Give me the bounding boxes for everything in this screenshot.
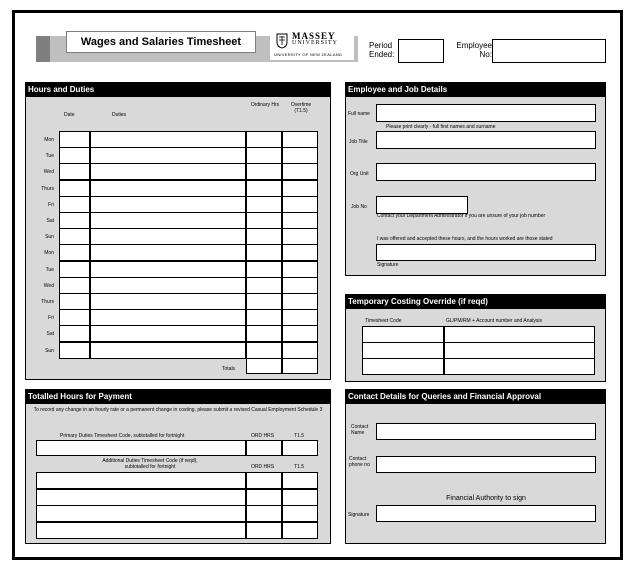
org-unit-field[interactable]: [376, 163, 596, 181]
costing-col-timesheet-code: Timesheet Code: [365, 318, 402, 324]
overtime-field[interactable]: [282, 325, 318, 342]
date-field[interactable]: [59, 163, 90, 180]
job-title-field[interactable]: [376, 131, 596, 149]
costing-account-field[interactable]: [444, 326, 595, 343]
employee-signature-label: Signature: [377, 262, 399, 268]
ordinary-hrs-field[interactable]: [246, 212, 282, 229]
duties-field[interactable]: [90, 309, 246, 326]
financial-signature-field[interactable]: [376, 505, 596, 522]
ordinary-hrs-field[interactable]: [246, 131, 282, 148]
additional-t15-field[interactable]: [282, 489, 318, 506]
duties-field[interactable]: [90, 131, 246, 148]
duties-field[interactable]: [90, 212, 246, 229]
day-label: Tue: [45, 153, 54, 159]
costing-code-field[interactable]: [362, 326, 444, 343]
employee-no-label: Employee No:: [456, 41, 492, 59]
duties-field[interactable]: [90, 277, 246, 294]
ordinary-hrs-field[interactable]: [246, 196, 282, 213]
overtime-field[interactable]: [282, 342, 318, 359]
costing-code-field[interactable]: [362, 358, 444, 375]
primary-ord-hrs-label: ORD HRS: [251, 433, 275, 439]
ordinary-hrs-field[interactable]: [246, 244, 282, 261]
date-field[interactable]: [59, 196, 90, 213]
additional-code-field[interactable]: [36, 505, 246, 522]
overtime-field[interactable]: [282, 309, 318, 326]
ordinary-hrs-field[interactable]: [246, 342, 282, 359]
ordinary-hrs-field[interactable]: [246, 163, 282, 180]
ordinary-hrs-field[interactable]: [246, 228, 282, 245]
day-label: Wed: [43, 169, 54, 175]
primary-duties-label: Primary Duties Timesheet Code, subtotalled for fortnight: [60, 433, 185, 439]
ordinary-hrs-field[interactable]: [246, 147, 282, 164]
date-field[interactable]: [59, 261, 90, 278]
ordinary-hrs-field[interactable]: [246, 277, 282, 294]
logo-line1: MASSEY: [292, 31, 336, 41]
additional-ord-hrs-label: ORD HRS: [251, 464, 275, 470]
duties-field[interactable]: [90, 147, 246, 164]
full-name-label: Full name: [348, 111, 370, 117]
totals-label: Totals: [222, 366, 236, 372]
employee-no-field[interactable]: [492, 39, 606, 63]
additional-code-field[interactable]: [36, 489, 246, 506]
date-field[interactable]: [59, 342, 90, 359]
primary-t15-label: T1.5: [294, 433, 305, 439]
declaration-text: I was offered and accepted these hours, and the hours worked are those stated: [377, 236, 553, 242]
ordinary-hrs-field[interactable]: [246, 325, 282, 342]
total-ordinary-field[interactable]: [246, 358, 282, 374]
duties-field[interactable]: [90, 180, 246, 197]
date-field[interactable]: [59, 309, 90, 326]
contact-phone-field[interactable]: [376, 456, 596, 473]
ordinary-hrs-field[interactable]: [246, 261, 282, 278]
day-label: Fri: [48, 315, 54, 321]
header-bar-accent: [36, 36, 50, 62]
date-field[interactable]: [59, 131, 90, 148]
job-title-label: Job Title: [349, 139, 368, 145]
date-field[interactable]: [59, 277, 90, 294]
additional-ord-hrs-field[interactable]: [246, 522, 282, 539]
col-duties-header: Duties: [112, 112, 127, 118]
logo-line2: UNIVERSITY: [292, 40, 338, 46]
day-label: Sun: [45, 348, 54, 354]
employee-details-title: Employee and Job Details: [346, 83, 605, 97]
additional-code-field[interactable]: [36, 522, 246, 539]
duties-field[interactable]: [90, 196, 246, 213]
totalled-note: To record any change in an hourly rate or a permanent change in costing, please submit a revised Casual Employment Schedule 3: [33, 407, 323, 413]
overtime-field[interactable]: [282, 228, 318, 245]
costing-account-field[interactable]: [444, 342, 595, 359]
day-label: Tue: [45, 267, 54, 273]
additional-ord-hrs-field[interactable]: [246, 505, 282, 522]
additional-ord-hrs-field[interactable]: [246, 472, 282, 489]
date-field[interactable]: [59, 244, 90, 261]
contact-details-title: Contact Details for Queries and Financial Approval: [346, 390, 605, 404]
day-label: Mon: [44, 250, 54, 256]
day-label: Mon: [44, 137, 54, 143]
ordinary-hrs-field[interactable]: [246, 293, 282, 310]
additional-ord-hrs-field[interactable]: [246, 489, 282, 506]
primary-t15-field[interactable]: [282, 440, 318, 456]
overtime-field[interactable]: [282, 147, 318, 164]
contact-name-label: Contact Name: [351, 424, 369, 436]
job-no-field[interactable]: [376, 196, 468, 214]
financial-authority-label: Financial Authority to sign: [446, 495, 526, 502]
costing-account-field[interactable]: [444, 358, 595, 375]
day-label: Wed: [43, 283, 54, 289]
col-date-header: Date: [64, 112, 75, 118]
overtime-field[interactable]: [282, 293, 318, 310]
org-unit-label: Org Unit: [350, 171, 369, 177]
date-field[interactable]: [59, 147, 90, 164]
day-label: Fri: [48, 202, 54, 208]
ordinary-hrs-field[interactable]: [246, 180, 282, 197]
date-field[interactable]: [59, 180, 90, 197]
totalled-hours-title: Totalled Hours for Payment: [26, 390, 330, 404]
costing-code-field[interactable]: [362, 342, 444, 359]
full-name-field[interactable]: [376, 104, 596, 122]
financial-signature-label: Signature: [348, 512, 370, 518]
costing-override-title: Temporary Costing Override (if reqd): [346, 295, 605, 309]
primary-ord-hrs-field[interactable]: [246, 440, 282, 456]
date-field[interactable]: [59, 212, 90, 229]
duties-field[interactable]: [90, 228, 246, 245]
job-no-note: Contact your Department Administrator if you are unsure of your job number: [377, 213, 546, 219]
date-field[interactable]: [59, 228, 90, 245]
employee-signature-field[interactable]: [376, 244, 596, 261]
contact-phone-label: Contact phone no: [349, 456, 370, 468]
ordinary-hrs-field[interactable]: [246, 309, 282, 326]
overtime-field[interactable]: [282, 212, 318, 229]
date-field[interactable]: [59, 325, 90, 342]
overtime-field[interactable]: [282, 163, 318, 180]
additional-duties-label: Additional Duties Timesheet Code (if reqd), subtotalled for fortnight: [102, 458, 198, 470]
hours-duties-title: Hours and Duties: [26, 83, 330, 97]
form-title: Wages and Salaries Timesheet: [66, 31, 256, 53]
day-label: Sat: [46, 331, 54, 337]
overtime-field[interactable]: [282, 180, 318, 197]
primary-code-field[interactable]: [36, 440, 246, 456]
costing-col-account: GL/PM/RM + Account number and Analysis: [446, 318, 543, 324]
col-ordinary-header: Ordinary Hrs: [250, 102, 280, 108]
col-overtime-header: Overtime (T1.5): [290, 102, 312, 114]
overtime-field[interactable]: [282, 196, 318, 213]
contact-name-field[interactable]: [376, 423, 596, 440]
logo-line3: UNIVERSITY OF NEW ZEALAND: [274, 52, 343, 57]
period-ended-field[interactable]: [398, 39, 444, 63]
full-name-note: Please print clearly - full first names and surname: [386, 124, 496, 130]
crest-icon: [276, 33, 288, 49]
job-no-label: Job No: [351, 204, 367, 210]
duties-field[interactable]: [90, 261, 246, 278]
period-ended-label: Period Ended:: [369, 41, 395, 59]
additional-t15-label: T1.5: [294, 464, 305, 470]
day-label: Thurs: [41, 186, 54, 192]
date-field[interactable]: [59, 293, 90, 310]
duties-field[interactable]: [90, 244, 246, 261]
duties-field[interactable]: [90, 293, 246, 310]
additional-t15-field[interactable]: [282, 522, 318, 539]
overtime-field[interactable]: [282, 244, 318, 261]
duties-field[interactable]: [90, 325, 246, 342]
overtime-field[interactable]: [282, 277, 318, 294]
university-logo: [270, 30, 354, 60]
duties-field[interactable]: [90, 342, 246, 359]
overtime-field[interactable]: [282, 131, 318, 148]
overtime-field[interactable]: [282, 261, 318, 278]
day-label: Sat: [46, 218, 54, 224]
day-label: Thurs: [41, 299, 54, 305]
total-overtime-field[interactable]: [282, 358, 318, 374]
additional-t15-field[interactable]: [282, 472, 318, 489]
day-label: Sun: [45, 234, 54, 240]
additional-code-field[interactable]: [36, 472, 246, 489]
additional-t15-field[interactable]: [282, 505, 318, 522]
duties-field[interactable]: [90, 163, 246, 180]
